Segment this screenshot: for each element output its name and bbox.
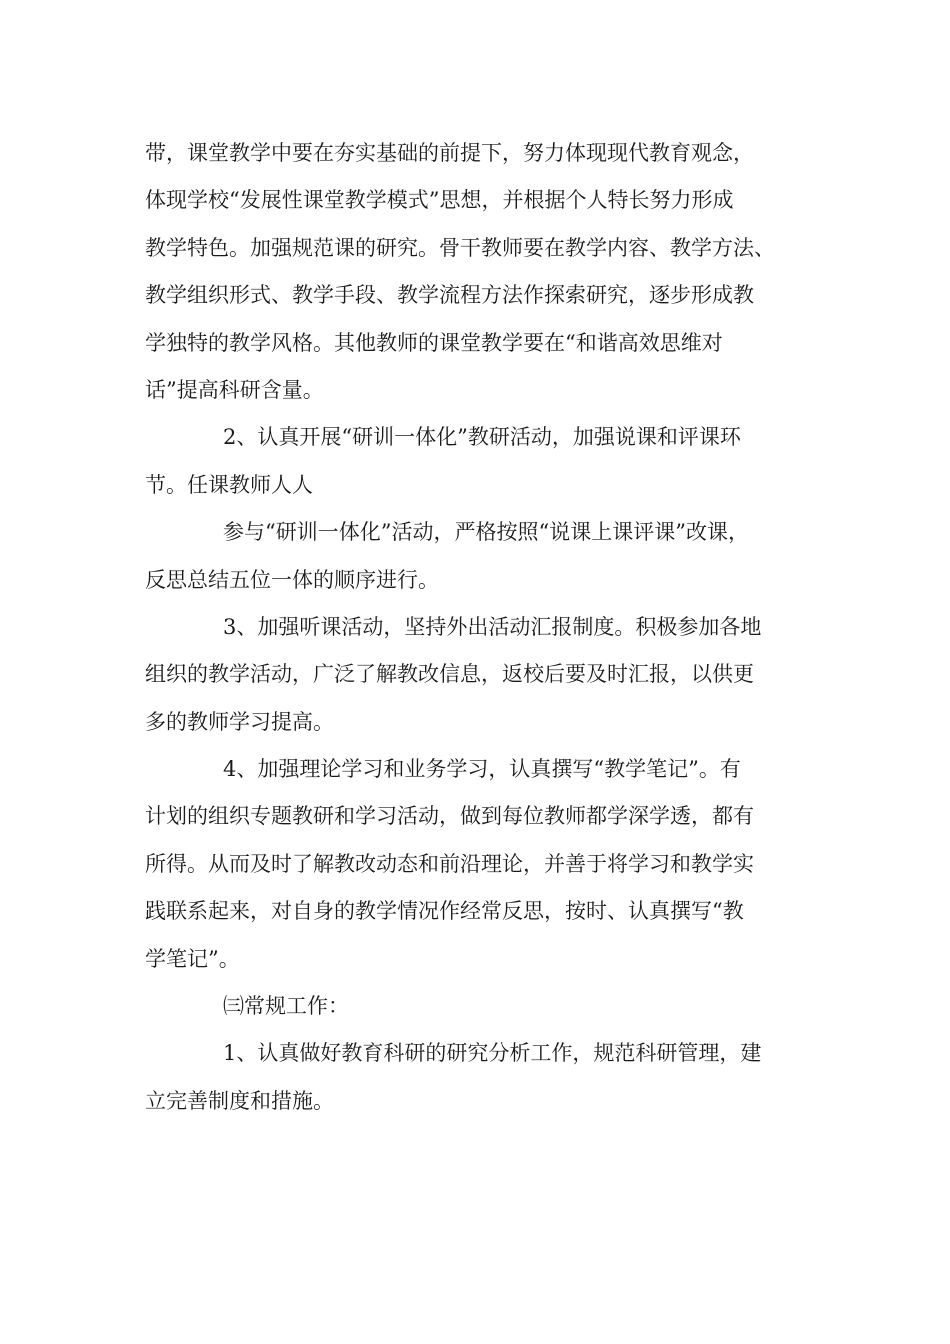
text-line: 教学特色。加强规范课的研究。骨干教师要在教学内容、教学方法、 (145, 235, 775, 260)
text-line: 多的教师学习提高。 (145, 709, 334, 734)
text-line: 学独特的教学风格。其他教师的课堂教学要在“和谐高效思维对 (145, 330, 723, 355)
text-line: 学笔记”。 (145, 946, 240, 971)
text-line: 组织的教学活动，广泛了解教改信息，返校后要及时汇报，以供更 (145, 662, 754, 687)
text-line: 践联系起来，对自身的教学情况作经常反思，按时、认真撰写“教 (145, 899, 744, 924)
text-line: 3、加强听课活动，坚持外出活动汇报制度。积极参加各地 (223, 614, 762, 639)
body-text (145, 130, 825, 1125)
text-line: 4、加强理论学习和业务学习，认真撰写“教学笔记”。有 (223, 757, 741, 782)
text-line: 节。任课教师人人 (145, 472, 313, 497)
text-line: 立完善制度和措施。 (145, 1088, 334, 1113)
text-line: 体现学校“发展性课堂教学模式”思想，并根据个人特长努力形成 (145, 188, 734, 213)
text-line: 带，课堂教学中要在夯实基础的前提下，努力体现现代教育观念， (145, 141, 754, 165)
text-line: 2、认真开展“研训一体化”教研活动，加强说课和评课环 (223, 425, 741, 450)
text-line: 教学组织形式、教学手段、教学流程方法作探索研究，逐步形成教 (145, 283, 754, 308)
text-line: ㈢常规工作： (223, 994, 349, 1019)
text-line: 话”提高科研含量。 (145, 377, 324, 402)
text-line: 计划的组织专题教研和学习活动，做到每位教师都学深学透，都有 (145, 804, 754, 829)
text-line: 所得。从而及时了解教改动态和前沿理论，并善于将学习和教学实 (145, 851, 754, 876)
text-line: 参与“研训一体化”活动，严格按照“说课上课评课”改课， (223, 520, 749, 545)
text-line: 1、认真做好教育科研的研究分析工作，规范科研管理，建 (223, 1041, 762, 1066)
text-line: 反思总结五位一体的顺序进行。 (145, 567, 439, 592)
